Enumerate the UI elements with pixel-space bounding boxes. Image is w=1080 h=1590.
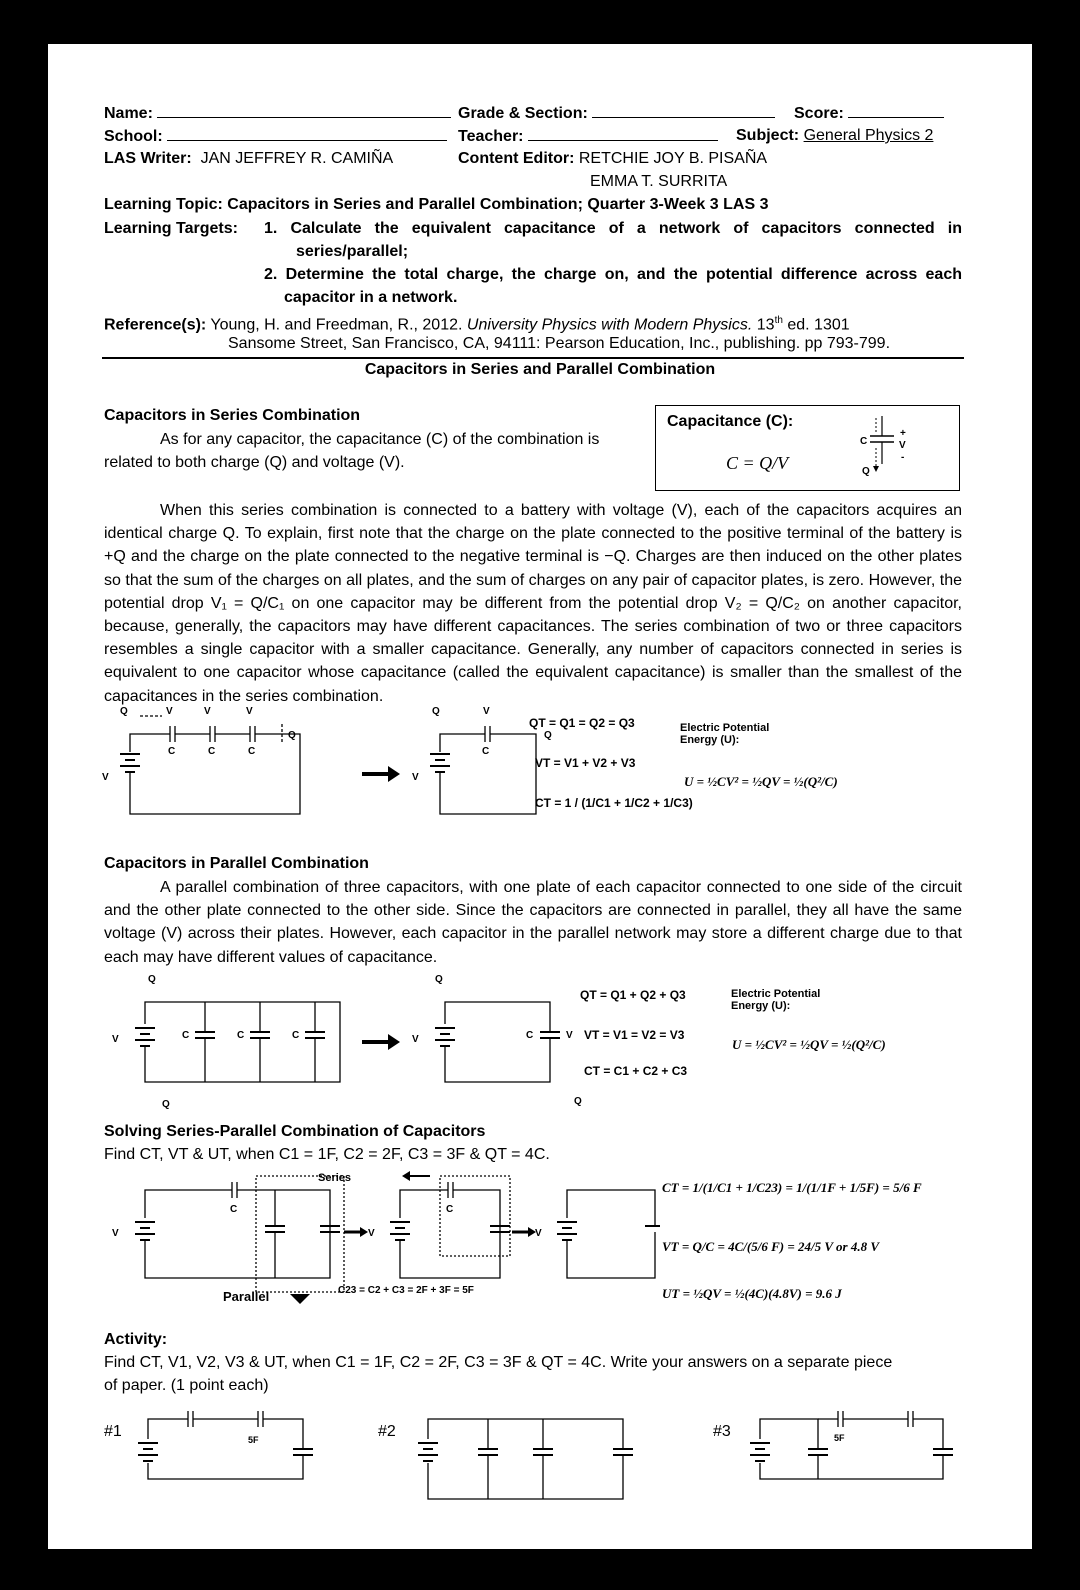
series-capacitance-formula: CT = 1 / (1/C1 + 1/C2 + 1/C3) xyxy=(535,796,693,810)
parallel-marker-label: Parallel xyxy=(223,1289,270,1304)
svg-text:Q: Q xyxy=(288,730,296,741)
activity-line-2: of paper. (1 point each) xyxy=(104,1377,269,1394)
activity-3-5f: 5F xyxy=(834,1433,845,1443)
series-charge-formula: QT = Q1 = Q2 = Q3 xyxy=(529,716,635,730)
svg-text:-: - xyxy=(901,452,905,463)
svg-text:V: V xyxy=(535,1228,542,1239)
capacitance-formula: C = Q/V xyxy=(726,453,789,473)
capacitance-box-title: Capacitance (C): xyxy=(667,413,794,430)
worksheet-page xyxy=(48,44,1032,1549)
grade-label: Grade & Section: xyxy=(458,103,775,123)
target-2-cont: capacitor in a network. xyxy=(284,289,458,306)
las-writer: LAS Writer: JAN JEFFREY R. CAMIÑA xyxy=(104,150,394,167)
content-editor: Content Editor: RETCHIE JOY B. PISAÑA xyxy=(458,150,768,167)
activity-line-1: Find CT, V1, V2, V3 & UT, when C1 = 1F, C2 = 2F, C3 = 3F & QT = 4C. Write your answers on a separate piece xyxy=(104,1354,893,1371)
activity-circuit-1 xyxy=(118,1399,328,1539)
learning-topic: Learning Topic: Capacitors in Series and Parallel Combination; Quarter 3-Week 3 LAS 3 xyxy=(104,196,769,213)
ut-solution: UT = ½QV = ½(4C)(4.8V) = 9.6 J xyxy=(662,1286,842,1301)
capacitor-symbol-diagram xyxy=(852,414,912,480)
vt-solution: VT = Q/C = 4C/(5/6 F) = 24/5 V or 4.8 V xyxy=(662,1239,880,1254)
svg-text:C: C xyxy=(446,1204,454,1215)
svg-text:Q: Q xyxy=(435,974,443,985)
teacher-label: Teacher: xyxy=(458,126,718,146)
activity-item-1-label: #1 xyxy=(104,1423,122,1440)
svg-text:C: C xyxy=(526,1030,534,1041)
parallel-charge-formula: QT = Q1 + Q2 + Q3 xyxy=(580,988,686,1002)
reference-line-2: Sansome Street, San Francisco, CA, 94111: Pearson Education, Inc., publishing. pp 793-799. xyxy=(228,335,891,352)
c23-formula: C23 = C2 + C3 = 2F + 3F = 5F xyxy=(338,1285,474,1296)
title-divider xyxy=(102,357,964,359)
subject-field: Subject: General Physics 2 xyxy=(736,127,934,144)
parallel-energy-formula: U = ½CV² = ½QV = ½(Q²/C) xyxy=(732,1037,886,1052)
svg-text:V: V xyxy=(102,772,109,783)
parallel-circuit-diagram xyxy=(100,972,600,1112)
svg-text:C: C xyxy=(860,436,868,447)
svg-text:V: V xyxy=(566,1030,573,1041)
ct-solution: CT = 1/(1/C1 + 1/C23) = 1/(1/1F + 1/5F) = 5/6 F xyxy=(662,1180,922,1195)
svg-text:V: V xyxy=(483,706,490,717)
series-intro-1: As for any capacitor, the capacitance (C) of the combination is xyxy=(160,431,600,448)
series-energy-label: Electric Potential Energy (U): xyxy=(680,722,770,746)
series-marker-label: Series xyxy=(318,1172,352,1184)
svg-text:Q: Q xyxy=(574,1096,582,1107)
svg-text:C: C xyxy=(292,1030,300,1041)
series-circuit-diagram xyxy=(100,704,600,834)
target-1-cont: series/parallel; xyxy=(296,243,409,260)
svg-text:V: V xyxy=(112,1228,119,1239)
svg-text:C: C xyxy=(237,1030,245,1041)
parallel-voltage-formula: VT = V1 = V2 = V3 xyxy=(584,1028,685,1042)
solving-heading: Solving Series-Parallel Combination of Capacitors xyxy=(104,1123,486,1140)
svg-text:+: + xyxy=(900,428,906,439)
document-title: Capacitors in Series and Parallel Combination xyxy=(364,361,716,378)
solving-problem: Find CT, VT & UT, when C1 = 1F, C2 = 2F, C3 = 3F & QT = 4C. xyxy=(104,1146,550,1163)
series-paragraph: When this series combination is connected to a battery with voltage (V), each of the capacitors acquires an identical charge Q. To explain, first note that the charge on the plate connected to the positive terminal of the battery is +Q and the charge on the plate connected to the negative terminal is −Q. Charges are then induced on the other plates so that the sum of the charges on all plates, and the sum of charges on any pair of capacitor plates, is zero. However, the potential drop V₁ = Q/C₁ on one capacitor may be different from the potential drop V₂ = Q/C₂ on another capacitor, because, generally, the capacitors may have different capacitances. The series combination of two or three capacitors resembles a single capacitor with a smaller capacitance. Generally, any number of capacitors connected in series is equivalent to one capacitor whose capacitance (called the equivalent capacitance) is smaller than the smallest of the capacitances in the series combination. xyxy=(104,502,962,705)
svg-text:Q: Q xyxy=(120,706,128,717)
reference-line-1: Reference(s): Young, H. and Freedman, R., 2012. University Physics with Modern Physics. 13th ed. 1301 xyxy=(104,315,850,334)
svg-text:V: V xyxy=(204,706,211,717)
svg-text:Q: Q xyxy=(162,1099,170,1110)
svg-text:C: C xyxy=(230,1204,238,1215)
svg-text:Q: Q xyxy=(862,466,870,477)
svg-text:V: V xyxy=(899,440,906,451)
capacitance-box xyxy=(655,405,960,491)
parallel-heading: Capacitors in Parallel Combination xyxy=(104,855,369,872)
activity-item-2-label: #2 xyxy=(378,1423,396,1440)
activity-circuit-2 xyxy=(398,1399,648,1539)
svg-text:C: C xyxy=(168,746,176,757)
target-2: 2. Determine the total charge, the charge on, and the potential difference across each xyxy=(264,266,962,283)
svg-text:V: V xyxy=(368,1228,375,1239)
activity-item-3-label: #3 xyxy=(713,1423,731,1440)
activity-circuit-3 xyxy=(738,1399,968,1539)
svg-text:V: V xyxy=(246,706,253,717)
series-voltage-formula: VT = V1 + V2 + V3 xyxy=(535,756,636,770)
content-editor-2: EMMA T. SURRITA xyxy=(590,173,728,190)
parallel-paragraph: A parallel combination of three capacitors, with one plate of each capacitor connected to one side of the circuit and the other plate connected to the other side. Since the capacitors are connected in parallel, they all have the same voltage (V) across their plates. However, each capacitor in the parallel network may store a different charge due to that each may have different values of capacitance. xyxy=(104,879,962,966)
parallel-capacitance-formula: CT = C1 + C2 + C3 xyxy=(584,1064,688,1078)
series-energy-formula: U = ½CV² = ½QV = ½(Q²/C) xyxy=(684,774,838,789)
name-label: Name: xyxy=(104,103,451,123)
svg-text:V: V xyxy=(166,706,173,717)
activity-heading: Activity: xyxy=(104,1331,168,1348)
svg-text:Q: Q xyxy=(544,730,552,741)
svg-text:V: V xyxy=(412,1034,419,1045)
series-heading: Capacitors in Series Combination xyxy=(104,407,361,424)
series-intro-2: related to both charge (Q) and voltage (V). xyxy=(104,454,405,471)
svg-text:V: V xyxy=(112,1034,119,1045)
target-1: 1. Calculate the equivalent capacitance of a network of capacitors connected in xyxy=(264,220,962,237)
svg-text:C: C xyxy=(248,746,256,757)
svg-text:C: C xyxy=(182,1030,190,1041)
svg-text:C: C xyxy=(482,746,490,757)
activity-1-5f: 5F xyxy=(248,1435,259,1445)
targets-label: Learning Targets: xyxy=(104,220,238,237)
svg-text:V: V xyxy=(412,772,419,783)
svg-text:Q: Q xyxy=(432,706,440,717)
school-label: School: xyxy=(104,126,447,146)
score-label: Score: xyxy=(794,103,944,123)
svg-text:Q: Q xyxy=(148,974,156,985)
parallel-energy-label: Electric Potential Energy (U): xyxy=(731,988,821,1012)
svg-text:C: C xyxy=(208,746,216,757)
